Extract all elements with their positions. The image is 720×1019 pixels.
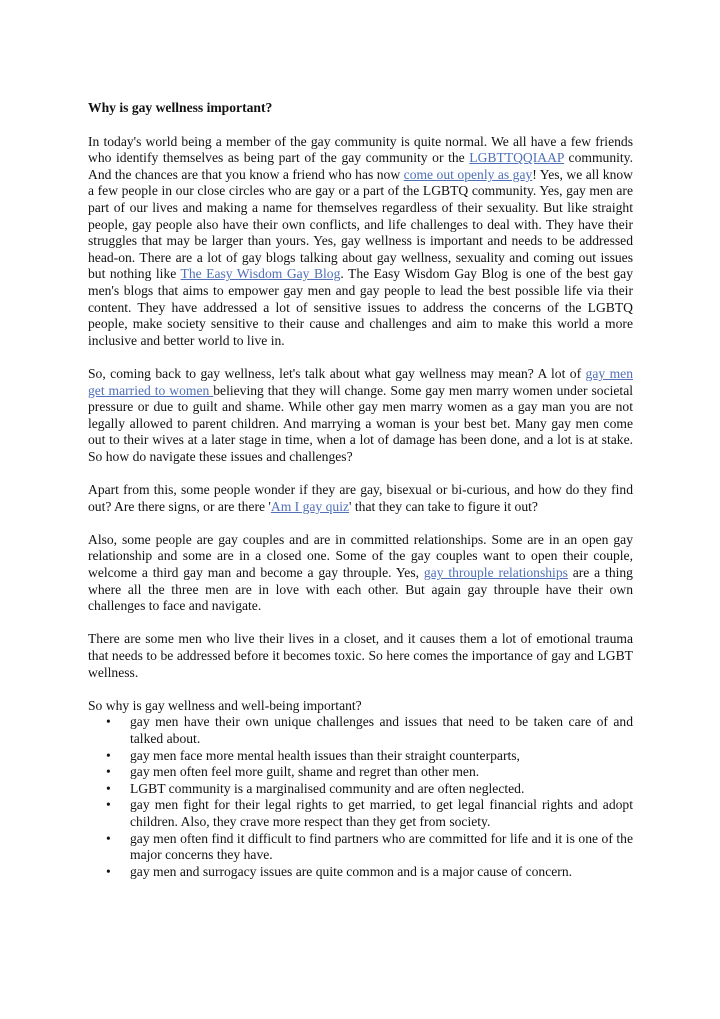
list-item <box>106 780 633 798</box>
link-am-i-gay-quiz[interactable]: Am I gay quiz <box>270 498 350 514</box>
list-intro: So why is gay wellness and well-being important? <box>88 697 362 713</box>
paragraph-text: are a thing where all the three men are in love with each other. But again gay throuple have their own challenges to face and navigate. <box>88 565 633 614</box>
paragraph-closet: There are some men who live their lives in a closet, and it causes them a lot of emotional trauma that needs to be addressed before it becomes toxic. So here comes the importance of gay and LGBT wellness. <box>88 631 633 680</box>
paragraph-text: believing that they will change. Some gay men marry women under societal pressure or due to guilt and shame. While other gay men marry women as a gay man you are not legally allowed to parent children. And marrying a woman is your best bet. Many gay men come out to their wives at a later stage in time, when a lot of damage has been done, and a lot is at stake. So how do navigate these issues and challenges? <box>88 382 633 464</box>
list-item-text: gay men often find it difficult to find partners who are committed for life and it is one of the major concerns they have. <box>130 830 633 863</box>
paragraph-text: ! Yes, we all know a few people in our close circles who are gay or a part of the LGBTQ community. Yes, gay men are part of our lives and making a name for themselves regardless of their sexuality. But like straight people, gay people also have their own conflicts, and life challenges to deal with. They have their struggles that may be larger than yours. Yes, gay wellness is important and needs to be addressed head-on. There are a lot of gay blogs talking about gay wellness, sexuality and coming out issues but nothing like <box>88 166 633 282</box>
paragraph-text: Also, some people are gay couples and are in committed relationships. Some are in an open gay relationship and some are in a closed one. Some of the gay couples want to open their couple, welcome a third gay man and become a gay throuple. Yes, <box>88 531 633 581</box>
bullet-icon: • <box>106 797 111 813</box>
list-item-text: gay men have their own unique challenges and issues that need to be taken care of and talked about. <box>130 714 633 746</box>
list-item <box>106 714 633 747</box>
list-item <box>106 747 633 765</box>
list-item <box>106 863 633 881</box>
link-gay-men-married-women[interactable]: gay men get married to women <box>88 365 633 398</box>
paragraph-quiz <box>88 482 633 515</box>
article-heading: Why is gay wellness important? <box>88 100 273 115</box>
link-lgbttqqiaap[interactable]: LGBTTQQIAAP <box>469 150 564 166</box>
list-item-text: gay men fight for their legal rights to get married, to get legal financial rights and adopt children. Also, they crave more respect than they get from society. <box>130 797 633 829</box>
bullet-list <box>88 714 633 880</box>
list-item-text: gay men often feel more guilt, shame and regret than other men. <box>130 764 480 780</box>
paragraph-text: . The Easy Wisdom Gay Blog is one of the best gay men's blogs that aims to empower gay men and gay people to lead the best possible life via their content. They have addressed a lot of sensitive issues to address the concerns of the LGBTQ people, make society sensitive to their cause and challenges and aim to make this world a more inclusive and better world to live in. <box>88 266 633 348</box>
paragraph-text: community. And the chances are that you know a friend who has now <box>88 150 633 182</box>
paragraph-text: ' that they can take to figure it out? <box>349 498 538 514</box>
document-page <box>88 100 633 880</box>
paragraph-throuple <box>88 532 633 615</box>
paragraph-intro <box>88 134 633 350</box>
bullet-icon: • <box>106 764 111 780</box>
list-item-text: LGBT community is a marginalised community and are often neglected. <box>130 780 525 796</box>
link-easy-wisdom-blog[interactable]: The Easy Wisdom Gay Blog <box>180 266 341 282</box>
paragraph-text: In today's world being a member of the gay community is quite normal. We all have a few friends who identify themselves as being part of the gay community or the <box>88 133 633 166</box>
paragraph-text: So, coming back to gay wellness, let's talk about what gay wellness may mean? A lot of <box>88 365 586 381</box>
paragraph-text: Apart from this, some people wonder if they are gay, bisexual or bi-curious, and how do they find out? Are there signs, or are there ' <box>88 482 633 514</box>
link-gay-throuple[interactable]: gay throuple relationships <box>423 565 568 581</box>
bullet-icon: • <box>106 780 111 796</box>
list-item <box>106 830 633 864</box>
list-item-text: gay men and surrogacy issues are quite common and is a major cause of concern. <box>130 863 573 879</box>
paragraph-marriage <box>88 366 633 466</box>
bullet-icon: • <box>106 863 111 879</box>
link-come-out-openly[interactable]: come out openly as gay <box>403 166 533 182</box>
list-item-text: gay men face more mental health issues than their straight counterparts, <box>130 747 520 763</box>
bullet-icon: • <box>106 714 111 730</box>
bullet-icon: • <box>106 830 111 846</box>
list-item <box>106 764 633 781</box>
bullet-icon: • <box>106 747 111 763</box>
list-item <box>106 797 633 830</box>
